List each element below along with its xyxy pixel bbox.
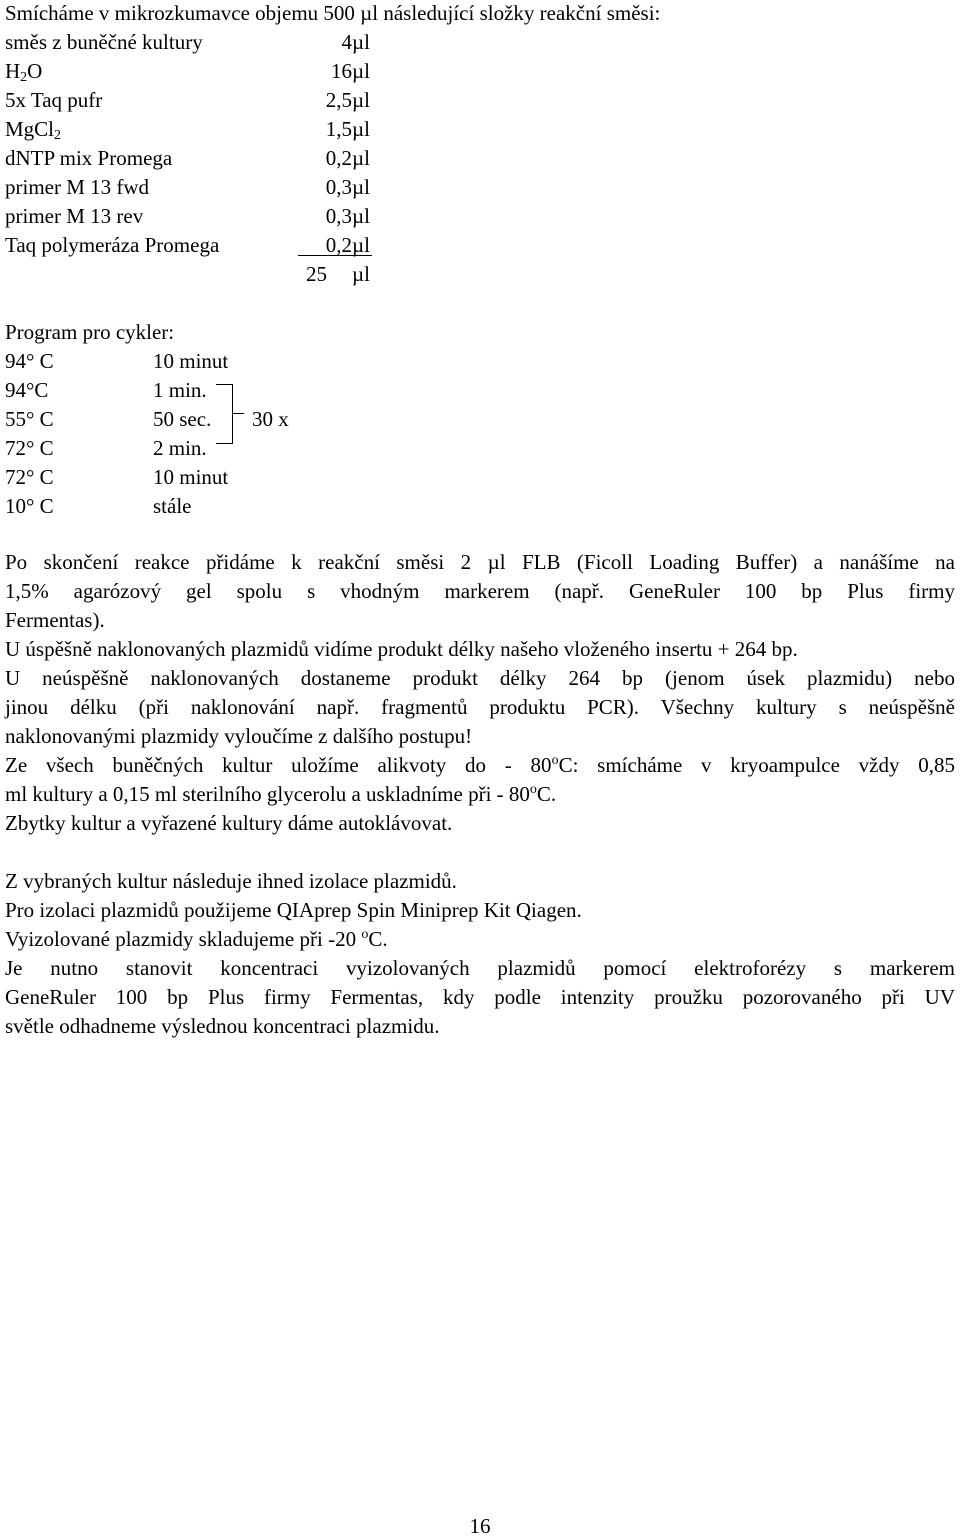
paragraph-line: U úspěšně naklonovaných plazmidů vidíme produkt délky našeho vloženého insertu + 264 bp. — [5, 637, 798, 661]
mix-item-name: Taq polymeráza Promega — [5, 233, 220, 257]
mix-item-amount: 0,3 — [325, 204, 352, 228]
paragraph-line: Vyizolované plazmidy skladujeme při -20 $^o$C. — [5, 927, 388, 951]
mix-item-unit: µl — [352, 30, 370, 54]
paragraph-line: Zbytky kultur a vyřazené kultury dáme autoklávovat. — [5, 811, 453, 835]
mix-total-amount: 25 — [306, 262, 327, 286]
mix-item-unit: µl — [352, 117, 370, 141]
paragraph-line: Pro izolaci plazmidů použijeme QIAprep Spin Miniprep Kit Qiagen. — [5, 898, 582, 922]
mix-item-unit: µl — [352, 175, 370, 199]
paragraph-line: světle odhadneme výslednou koncentraci plazmidu. — [5, 1014, 440, 1038]
program-temp: 72° C — [5, 436, 54, 460]
paragraph-line: ml kultury a 0,15 ml sterilního glycerolu a uskladníme při - 80$^o$C. — [5, 782, 557, 806]
program-time: 50 sec. — [153, 407, 212, 431]
program-temp: 10° C — [5, 494, 54, 518]
mix-item-amount: 0,3 — [325, 175, 352, 199]
mix-item-amount: 16 — [331, 59, 352, 83]
paragraph-line: Z vybraných kultur následuje ihned izolace plazmidů. — [5, 869, 457, 893]
mix-item-name: dNTP mix Promega — [5, 146, 173, 170]
mix-item-unit: µl — [352, 146, 370, 170]
paragraph-line: Po skončení reakce přidáme k reakční směsi 2 µl FLB (Ficoll Loading Buffer) a nanášíme na — [5, 550, 955, 574]
cycle-bracket-tick — [232, 413, 244, 414]
paragraph-line: Je nutno stanovit koncentraci vyizolovaných plazmidů pomocí elektroforézy s markerem — [5, 956, 955, 980]
paragraph-line: jinou délku (při naklonování např. fragmentů produktu PCR). Všechny kultury s neúspěšně — [5, 695, 955, 719]
mix-item-unit: µl — [352, 88, 370, 112]
mix-item-name: $H_2O$ — [5, 59, 43, 85]
mix-item-amount: 1,5 — [325, 117, 352, 141]
cycle-bracket — [216, 384, 233, 444]
cycle-count: 30 x — [252, 407, 289, 431]
mix-item-amount: 0,2 — [325, 233, 352, 257]
program-title: Program pro cykler: — [5, 320, 175, 344]
program-time: 1 min. — [153, 378, 207, 402]
mix-item-unit: µl — [352, 59, 370, 83]
program-time: 2 min. — [153, 436, 207, 460]
mix-item-unit: µl — [352, 204, 370, 228]
program-temp: 94° C — [5, 349, 54, 373]
program-time: 10 minut — [153, 349, 229, 373]
paragraph-line: naklonovanými plazmidy vyloučíme z dalšího postupu! — [5, 724, 473, 748]
program-temp: 72° C — [5, 465, 54, 489]
page-number: 16 — [469, 1514, 491, 1538]
sum-underline — [298, 255, 372, 256]
mix-item-amount: 2,5 — [325, 88, 352, 112]
program-temp: 55° C — [5, 407, 54, 431]
program-time: 10 minut — [153, 465, 229, 489]
mix-total-unit: µl — [352, 262, 370, 286]
paragraph-line: GeneRuler 100 bp Plus firmy Fermentas, kdy podle intenzity proužku pozorovaného při UV — [5, 985, 955, 1009]
program-temp: 94°C — [5, 378, 49, 402]
intro-text: Smícháme v mikrozkumavce objemu 500 µl následující složky reakční směsi: — [5, 1, 661, 25]
paragraph-line: 1,5% agarózový gel spolu s vhodným markerem (např. GeneRuler 100 bp Plus firmy — [5, 579, 955, 603]
program-time: stále — [153, 494, 192, 518]
mix-item-unit: µl — [352, 233, 370, 257]
mix-item-name: primer M 13 fwd — [5, 175, 150, 199]
mix-item-amount: 0,2 — [325, 146, 352, 170]
paragraph-line: U neúspěšně naklonovaných dostaneme produkt délky 264 bp (jenom úsek plazmidu) nebo — [5, 666, 955, 690]
mix-item-name: primer M 13 rev — [5, 204, 144, 228]
paragraph-line: Ze všech buněčných kultur uložíme alikvoty do - 80$^o$C: smícháme v kryoampulce vždy 0,85 — [5, 753, 955, 777]
mix-item-name: 5x Taq pufr — [5, 88, 103, 112]
mix-item-name: MgCl$_2$ — [5, 117, 62, 143]
paragraph-line: Fermentas). — [5, 608, 105, 632]
mix-item-amount: 4 — [341, 30, 352, 54]
mix-item-name: směs z buněčné kultury — [5, 30, 203, 54]
